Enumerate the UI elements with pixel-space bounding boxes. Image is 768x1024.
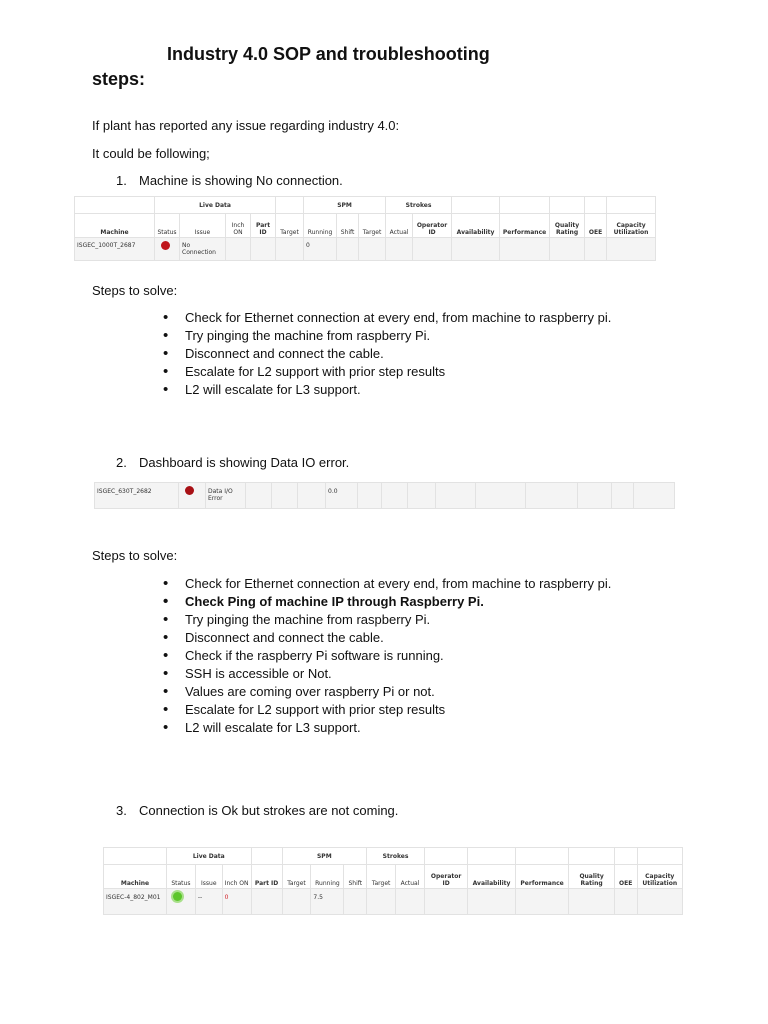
machine-cell: ISGEC-4_802_M01 — [104, 889, 167, 915]
performance-column-header: Performance — [515, 865, 569, 889]
inch-on-column-header: Inch ON — [222, 865, 251, 889]
running-cell: 0 — [304, 238, 337, 261]
target-column-header: Target — [276, 214, 304, 238]
dashboard-table-2 — [94, 482, 675, 509]
steps-heading: Steps to solve: — [92, 283, 178, 298]
list-item: • L2 will escalate for L3 support. — [163, 381, 611, 399]
dashboard-table-1 — [74, 196, 656, 261]
document-title-continued: steps: — [92, 69, 146, 89]
issue-2-text: Dashboard is showing Data IO error. — [139, 455, 350, 470]
inch-on-cell: 0 — [222, 889, 251, 915]
performance-column-header: Performance — [500, 214, 550, 238]
spm-header: SPM — [282, 848, 367, 865]
document-title: Industry 4.0 SOP and troubleshooting — [167, 44, 490, 64]
status-indicator-icon — [161, 241, 170, 250]
running-column-header: Running — [304, 214, 337, 238]
target-column-header: Target — [282, 865, 311, 889]
shift-column-header: Shift — [337, 214, 359, 238]
issue-column-header: Issue — [180, 214, 226, 238]
status-column-header: Status — [155, 214, 180, 238]
running-cell: 7.5 — [311, 889, 344, 915]
inch-on-column-header: Inch ON — [226, 214, 251, 238]
blank-header — [276, 197, 304, 214]
status-cell — [155, 238, 180, 261]
steps-list-2 — [163, 575, 611, 737]
status-cell — [166, 889, 195, 915]
part-id-column-header: Part ID — [251, 865, 282, 889]
machine-cell: ISGEC_1000T_2687 — [75, 238, 155, 261]
machine-cell: ISGEC_630T_2682 — [95, 483, 179, 509]
actual-column-header: Actual — [396, 865, 425, 889]
oee-column-header: OEE — [585, 214, 607, 238]
spm-header: SPM — [304, 197, 386, 214]
capacity-utilization-column-header: Capacity Utilization — [607, 214, 656, 238]
issue-1-number: 1. — [116, 173, 127, 188]
status-indicator-icon — [173, 892, 182, 901]
part-id-column-header: Part ID — [251, 214, 276, 238]
issue-1-text: Machine is showing No connection. — [139, 173, 343, 188]
list-item: • Check for Ethernet connection at every end, from machine to raspberry pi. — [163, 309, 611, 327]
strokes-header: Strokes — [367, 848, 425, 865]
list-item: • Values are coming over raspberry Pi or not. — [163, 683, 611, 701]
list-item: • Escalate for L2 support with prior step results — [163, 363, 611, 381]
oee-column-header: OEE — [614, 865, 637, 889]
live-data-header: Live Data — [155, 197, 276, 214]
blank-header — [75, 197, 155, 214]
intro-text: If plant has reported any issue regarding industry 4.0: — [92, 118, 400, 133]
machine-column-header: Machine — [75, 214, 155, 238]
issue-3-number: 3. — [116, 803, 127, 818]
table-row — [95, 483, 675, 509]
operator-id-column-header: Operator ID — [424, 865, 467, 889]
quality-rating-column-header: Quality Rating — [550, 214, 585, 238]
steps-list-1 — [163, 309, 611, 399]
steps-heading: Steps to solve: — [92, 548, 178, 563]
status-cell — [179, 483, 206, 509]
target-column-header: Target — [359, 214, 386, 238]
list-item: • Escalate for L2 support with prior step results — [163, 701, 611, 719]
list-item: • Check Ping of machine IP through Raspberry Pi. — [163, 593, 611, 611]
running-cell: 0.0 — [326, 483, 358, 509]
list-item: • Check if the raspberry Pi software is running. — [163, 647, 611, 665]
availability-column-header: Availability — [468, 865, 515, 889]
target-column-header: Target — [367, 865, 396, 889]
blank-header — [104, 848, 167, 865]
issue-cell: -- — [195, 889, 222, 915]
live-data-header: Live Data — [166, 848, 251, 865]
capacity-utilization-column-header: Capacity Utilization — [637, 865, 682, 889]
list-item: • Try pinging the machine from raspberry Pi. — [163, 327, 611, 345]
intro-text-2: It could be following; — [92, 146, 210, 161]
strokes-header: Strokes — [386, 197, 452, 214]
availability-column-header: Availability — [452, 214, 500, 238]
shift-column-header: Shift — [344, 865, 367, 889]
list-item: • Try pinging the machine from raspberry Pi. — [163, 611, 611, 629]
status-indicator-icon — [185, 486, 194, 495]
machine-column-header: Machine — [104, 865, 167, 889]
issue-3-text: Connection is Ok but strokes are not coming. — [139, 803, 399, 818]
list-item: • Disconnect and connect the cable. — [163, 629, 611, 647]
issue-cell: Data I/O Error — [206, 483, 246, 509]
actual-column-header: Actual — [386, 214, 413, 238]
list-item: • SSH is accessible or Not. — [163, 665, 611, 683]
issue-column-header: Issue — [195, 865, 222, 889]
list-item: • Check for Ethernet connection at every end, from machine to raspberry pi. — [163, 575, 611, 593]
table-row — [104, 889, 683, 915]
running-column-header: Running — [311, 865, 344, 889]
list-item: • L2 will escalate for L3 support. — [163, 719, 611, 737]
operator-id-column-header: Operator ID — [413, 214, 452, 238]
quality-rating-column-header: Quality Rating — [569, 865, 614, 889]
list-item: • Disconnect and connect the cable. — [163, 345, 611, 363]
status-column-header: Status — [166, 865, 195, 889]
dashboard-table-3 — [103, 847, 683, 915]
table-row — [75, 238, 656, 261]
issue-2-number: 2. — [116, 455, 127, 470]
issue-cell: No Connection — [180, 238, 226, 261]
